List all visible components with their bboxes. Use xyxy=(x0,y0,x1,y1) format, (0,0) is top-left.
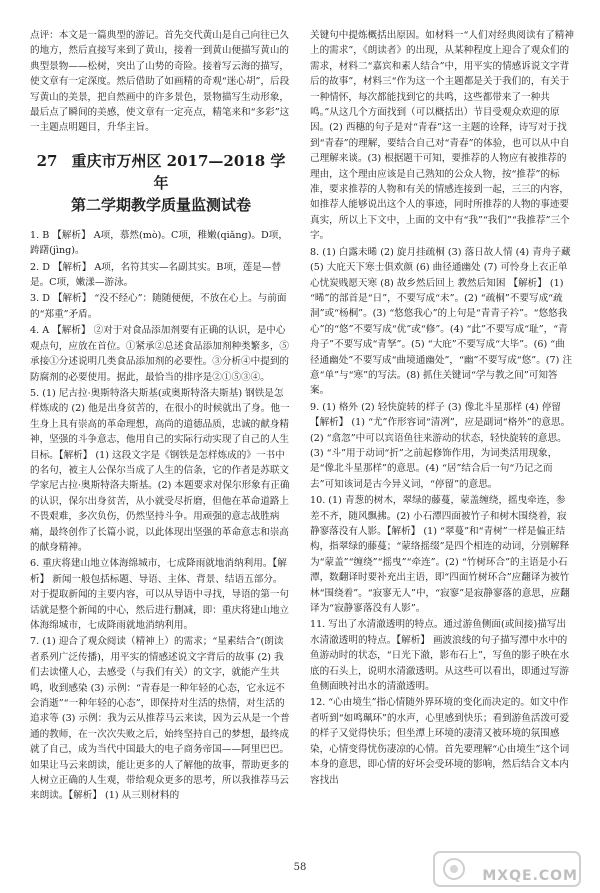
answer-item-7: 7. (1) 迎合了观众阅读（精神上）的需求；“星素结合”(朗读者系列广泛传播)，用平实的情感述说文字背后的故事 (2) 我们去读懂人心，去感受（与我们有关）的文字，就能产生共鸣，收到感染 (3) 示例：“青春是一种年轻的心态，它永远不会消逝”“一种年轻的心态”，即保持对生活的热情，对生活的追求等 (3) 示例：我为云从推荐马云来读，因为云从是一个普通的教师，在一次次失败之后，始终坚持自己的梦想，最终成就了自己，成为当代中国最大的电子商务帝国——阿里巴巴。如果让马云来朗读，能让更多的人了解他的故事，帮助更多的人树立正确的人生观，带给观众更多的思考，所以我推荐马云来朗读。【解析】 (1) 从三则材料的 xyxy=(30,636,290,802)
left-column xyxy=(30,28,292,805)
answer-item-5: 5. (1) 尼古拉·奥斯特洛夫斯基(或奥斯特洛夫斯基) 钢铁是怎样炼成的 (2) 他是出身贫苦的，在很小的时候就出了身。他一生身上具有崇高的革命理想，高尚的道德品质，忠诚的献身精神，坚强的斗争意志，他用自己的实际行动实现了自己的人生目标。【解析】 (1) 这段文字是《钢铁是怎样炼成的》一书中的名句，被主人公保尔当成了人生的信条，它的作者是苏联文学家尼古拉·奥斯特洛夫斯基。(2) 本题要求对保尔形象有正确的认识，保尔出身贫苦，从小就受尽折磨，但他在革命道路上不畏艰难，多次负伤，仍然坚持斗争。用顽强的意志战胜病痛，最终创作了长篇小说，以此体现出坚强的革命意志和崇高的献身精神。 xyxy=(30,387,290,553)
answer-item-3: 3. D 【解析】 “没不经心”：随随便便，不放在心上。与前面的“郑重”矛盾。 xyxy=(30,293,287,320)
section-heading xyxy=(30,150,292,216)
answer-item-10: 10. (1) 青葱的树木，翠绿的藤蔓，蒙盖缠绕，摇曳牵连，参差不齐，随风飘拂。(2) 小石潭四面被竹子和树木围绕着，寂静寥落没有人影。【解析】 (1) “翠蔓”和“青树”一样是偏正结构，指翠绿的藤蔓；“蒙络摇缀”是四个相连的动词，分别解释为“蒙盖”“缠绕”“摇曳”“牵连”。(2) “竹树环合”的主语是小石潭，数翻译时要补充出主语，即“四面竹树环合”应翻译为被竹林“围绕着”。“寂寥无人”中，“寂寥”是寂静寥落的意思，应翻译为“寂静寥落没有人影”。 xyxy=(310,495,570,615)
watermark-text: MXQE.COM xyxy=(482,868,578,884)
answer-item-6: 6. 重庆将建山地立体海绵城市，七成降雨就地消纳利用。【解析】 新闻一般包括标题、导语、主体、背景、结语五部分。对于提取新闻的主要内容，可以从导语中寻找，导语的第一句话就是整个新闻的中心，然后进行删减，即：重庆将建山地立体海绵城市，七成降雨就地消纳利用。 xyxy=(30,558,290,631)
answer-item-11: 11. 写出了水清澈透明的特点。通过游鱼侧面(或间接)描写出水清澈透明的特点。【解析】 画波浪线的句子描写潭中水中的鱼游动时的状态，“日光下澈，影布石上”，写鱼的影子映在水底的石头上，说明水清澈透明。从这些可以看出，即通过写游鱼侧面映衬出水的清澈透明。 xyxy=(310,619,570,693)
answer-item-4: 4. A 【解析】 ②对于对食品添加剂要有正确的认识，是中心观点句，应放在首位。①紧承②总述食品添加剂种类繁多，⑤承接①分述说明几类食品添加剂的必要性。③分析④中提到的防腐剂的必要使用。据此，最恰当的排序是②①⑤③④。 xyxy=(30,325,290,383)
page-number: 58 xyxy=(293,862,307,873)
section-title-line-1: 重庆市万州区 2017—2018 学年 xyxy=(71,151,286,192)
answer-item-12: 12. “心由境生”指心情随外界环境的变化而决定的。如文中作者听到“如鸣珮环”的水声，心里感到快乐；看到游鱼活泼可爱的样子又觉得快乐；但坐潭上环境的凄清又被环境的氛围感染，心情变得忧伤凄凉的心情。首先要理解“心由境生”这个词本身的意思，即心情的好坏会受环境的影响，然后结合文本内容找出 xyxy=(310,697,570,786)
answer-item-2: 2. D 【解析】 A项，名符其实—名副其实。B项，莲是—替是。C项，嫩漾—游泳。 xyxy=(30,261,282,289)
section-heading-line-1 xyxy=(30,150,292,194)
section-number: 27 xyxy=(36,151,58,170)
section-title-line-2: 第二学期教学质量监测试卷 xyxy=(70,195,251,214)
commentary-paragraph: 点评：本文是一篇典型的游记。首先交代黄山是自己向往已久的地方，然后直接写来到了黄山，接着一到黄山便描写黄山的典型景物——松树，突出了山势的奇险。接着写云海的描写，使文章有一定深度。然后借助了如画精的奇观“迷心胡”，后段写黄山的美景，把自然画中的许多景色，景物描写生动形象，最后点了瞬间的美感，使文章有一定亮点，精笔来和“多彩”这一主题点明题目，升华主旨。 xyxy=(30,30,290,134)
answer-item-1: 1. B 【解析】 A项，慕然(mò)。C项，稚嫩(qiǎng)。D项，踌躇(jìng)。 xyxy=(30,229,288,257)
answer-item-8: 8. (1) 白露未晞 (2) 旋月挂疏桐 (3) 落日故人情 (4) 青舟子藏 (5) 大庇天下寒士俱欢颜 (6) 曲径通幽处 (7) 可怜身上衣正单 心忧炭贱愿天寒 (8) 故乡然后回上 教然后知困 【解析】 (1) “晞”的部首是“日”，不要写成“未”。(2) “疏桐”不要写成“疏洞”或“杨桐”。(3) “悠悠我心”的上句是“青青子衿”。“悠悠我心”的“悠”不要写成“优”或“修”。(4) “此”不要写成“耻”，“青舟子”不要写成“青孥”。(5) “大庇”不要写成“大毕”。(6) “曲径通幽处”不要写成“曲境通幽处”，“幽”不要写成“悠”。(7) 注意“单”与“寒”的写法。(8) 抓住关键词“学与教之间”可知答案。 xyxy=(310,246,573,397)
answer-item-7-continued: 关键句中提炼概括出原因。如材料一“人们对经典阅读有了精神上的需求”，《朗读者》的出现，从某种程度上迎合了观众们的需求，材料二“嘉宾和素人结合”中，用平实的情感诉说文字背后的故事”，材料三“作为这一个主题都是关于我们的，有关于一种情怀，每次都能找到它的共鸣，这些都带来了一种共鸣。”从这几个方面找到（可以概括出）节目受观众欢迎的原因。(2) 西穗的句子是对“青春”这一主题的诠释，诗写对于找到“青春”的理解，要结合自己对“青春”的体验，也可以从中自己理解来谈。(3) 根据题干可知，要推荐的人物应有被推荐的理由，这个理由应该是自己熟知的公众人物，按“推荐”的标准，要求推荐的人物和有关的情感连接到一起，三三的内容，如推荐人能够说出这个人的事迹，同时所推荐的人物的事迹要真实，所以上下文中，上面的文中有“我”“我们”“我推荐”三个字。 xyxy=(310,30,574,242)
answer-item-9: 9. (1) 格外 (2) 轻快旋转的样子 (3) 像北斗星那样 (4) 停留 【解析】 (1) “尤”作形容词“清冽”，应是副词“格外”的意思。(2) “翕忽”中可以宾语鱼往来游动的状态，轻快旋转的意思。(3) “斗”用于动词“折”之前起修饰作用，为词类活用现象，是“像北斗星那样”的意思。(4) “居”结合后一句“乃记之而去”可知该词是古今异义词，“停留”的意思。 xyxy=(310,401,571,490)
right-column xyxy=(310,28,574,789)
